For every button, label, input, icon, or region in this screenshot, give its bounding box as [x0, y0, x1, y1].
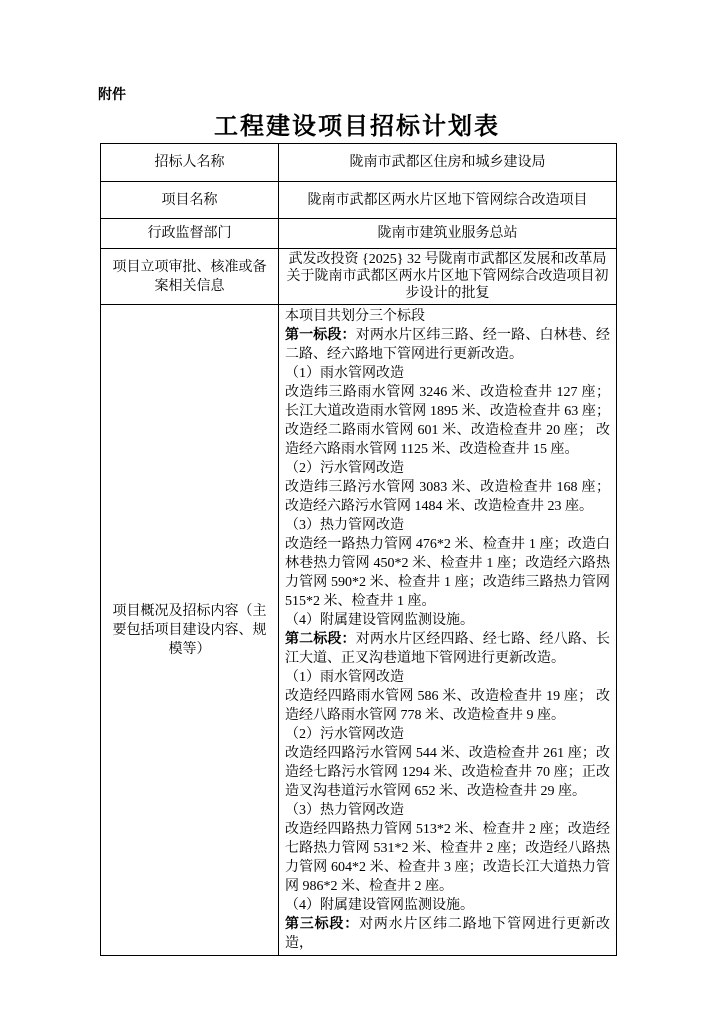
overview-paragraph: 第一标段：对两水片区纬三路、经一路、白林巷、经二路、经六路地下管网进行更新改造。: [285, 328, 611, 362]
overview-paragraph: （2）污水管网改造: [285, 727, 404, 742]
project-overview-content: [279, 305, 617, 956]
overview-paragraph: （2）污水管网改造: [285, 461, 404, 476]
tender-plan-table: [100, 143, 617, 956]
table-row-bidder-name: [101, 144, 617, 182]
overview-paragraph: 改造纬三路污水管网 3083 米、改造检查井 168 座；改造经六路污水管网 1484 米、改造检查井 23 座。: [285, 480, 610, 514]
overview-paragraph: （3）热力管网改造: [285, 518, 404, 533]
project-name-value: 陇南市武都区两水片区地下管网综合改造项目: [279, 182, 617, 219]
overview-paragraph: 本项目共划分三个标段: [285, 309, 425, 324]
supervision-department-label: 行政监督部门: [101, 219, 279, 249]
bidder-name-label: 招标人名称: [101, 144, 279, 182]
bidder-name-value: 陇南市武都区住房和城乡建设局: [279, 144, 617, 182]
table-row-approval-info: [101, 249, 617, 305]
project-overview-label: 项目概况及招标内容（主要包括项目建设内容、规模等）: [101, 305, 279, 956]
table-row-project-name: [101, 182, 617, 219]
approval-info-value: 武发改投资 {2025} 32 号陇南市武都区发展和改革局关于陇南市武都区两水片区地下管网综合改造项目初步设计的批复: [279, 249, 617, 305]
overview-paragraph: （4）附属建设管网监测设施。: [285, 613, 474, 628]
overview-paragraph: （4）附属建设管网监测设施。: [285, 898, 474, 913]
overview-paragraph: 改造经一路热力管网 476*2 米、检查井 1 座；改造白林巷热力管网 450*2 米、检查井 1 座；改造经六路热力管网 590*2 米、检查井 1 座；改造纬三路热力管网 515*2 米、检查井 1 座。: [285, 537, 610, 609]
table-row-project-overview: [101, 305, 617, 956]
overview-paragraph: （1）雨水管网改造: [285, 670, 404, 685]
table-row-supervision-department: [101, 219, 617, 249]
overview-paragraph: 改造纬三路雨水管网 3246 米、改造检查井 127 座；长江大道改造雨水管网 1895 米、改造检查井 63 座；改造经二路雨水管网 601 米、改造检查井 20 座； 改造经六路雨水管网 1125 米、改造检查井 15 座。: [285, 385, 610, 457]
project-name-label: 项目名称: [101, 182, 279, 219]
overview-paragraph: 第三标段：对两水片区纬二路地下管网进行更新改造，: [285, 917, 611, 951]
overview-paragraph: （1）雨水管网改造: [285, 366, 404, 381]
overview-paragraph: （3）热力管网改造: [285, 803, 404, 818]
overview-paragraph: 改造经四路雨水管网 586 米、改造检查井 19 座； 改造经八路雨水管网 778 米、改造检查井 9 座。: [285, 689, 610, 723]
supervision-department-value: 陇南市建筑业服务总站: [279, 219, 617, 249]
overview-paragraph: 第二标段：对两水片区经四路、经七路、经八路、长江大道、正叉沟巷道地下管网进行更新改造。: [285, 632, 611, 666]
overview-paragraph: 改造经四路热力管网 513*2 米、检查井 2 座；改造经七路热力管网 531*2 米、检查井 2 座；改造经八路热力管网 604*2 米、检查井 3 座；改造长江大道热力管网 986*2 米、检查井 2 座。: [285, 822, 610, 894]
approval-info-label: 项目立项审批、核准或备案相关信息: [101, 249, 279, 305]
overview-paragraph: 改造经四路污水管网 544 米、改造检查井 261 座；改造经七路污水管网 1294 米、改造检查井 70 座；正改造叉沟巷道污水管网 652 米、改造检查井 29 座。: [285, 746, 610, 799]
attachment-label: 附件: [98, 88, 126, 103]
page-title: 工程建设项目招标计划表: [214, 114, 500, 140]
